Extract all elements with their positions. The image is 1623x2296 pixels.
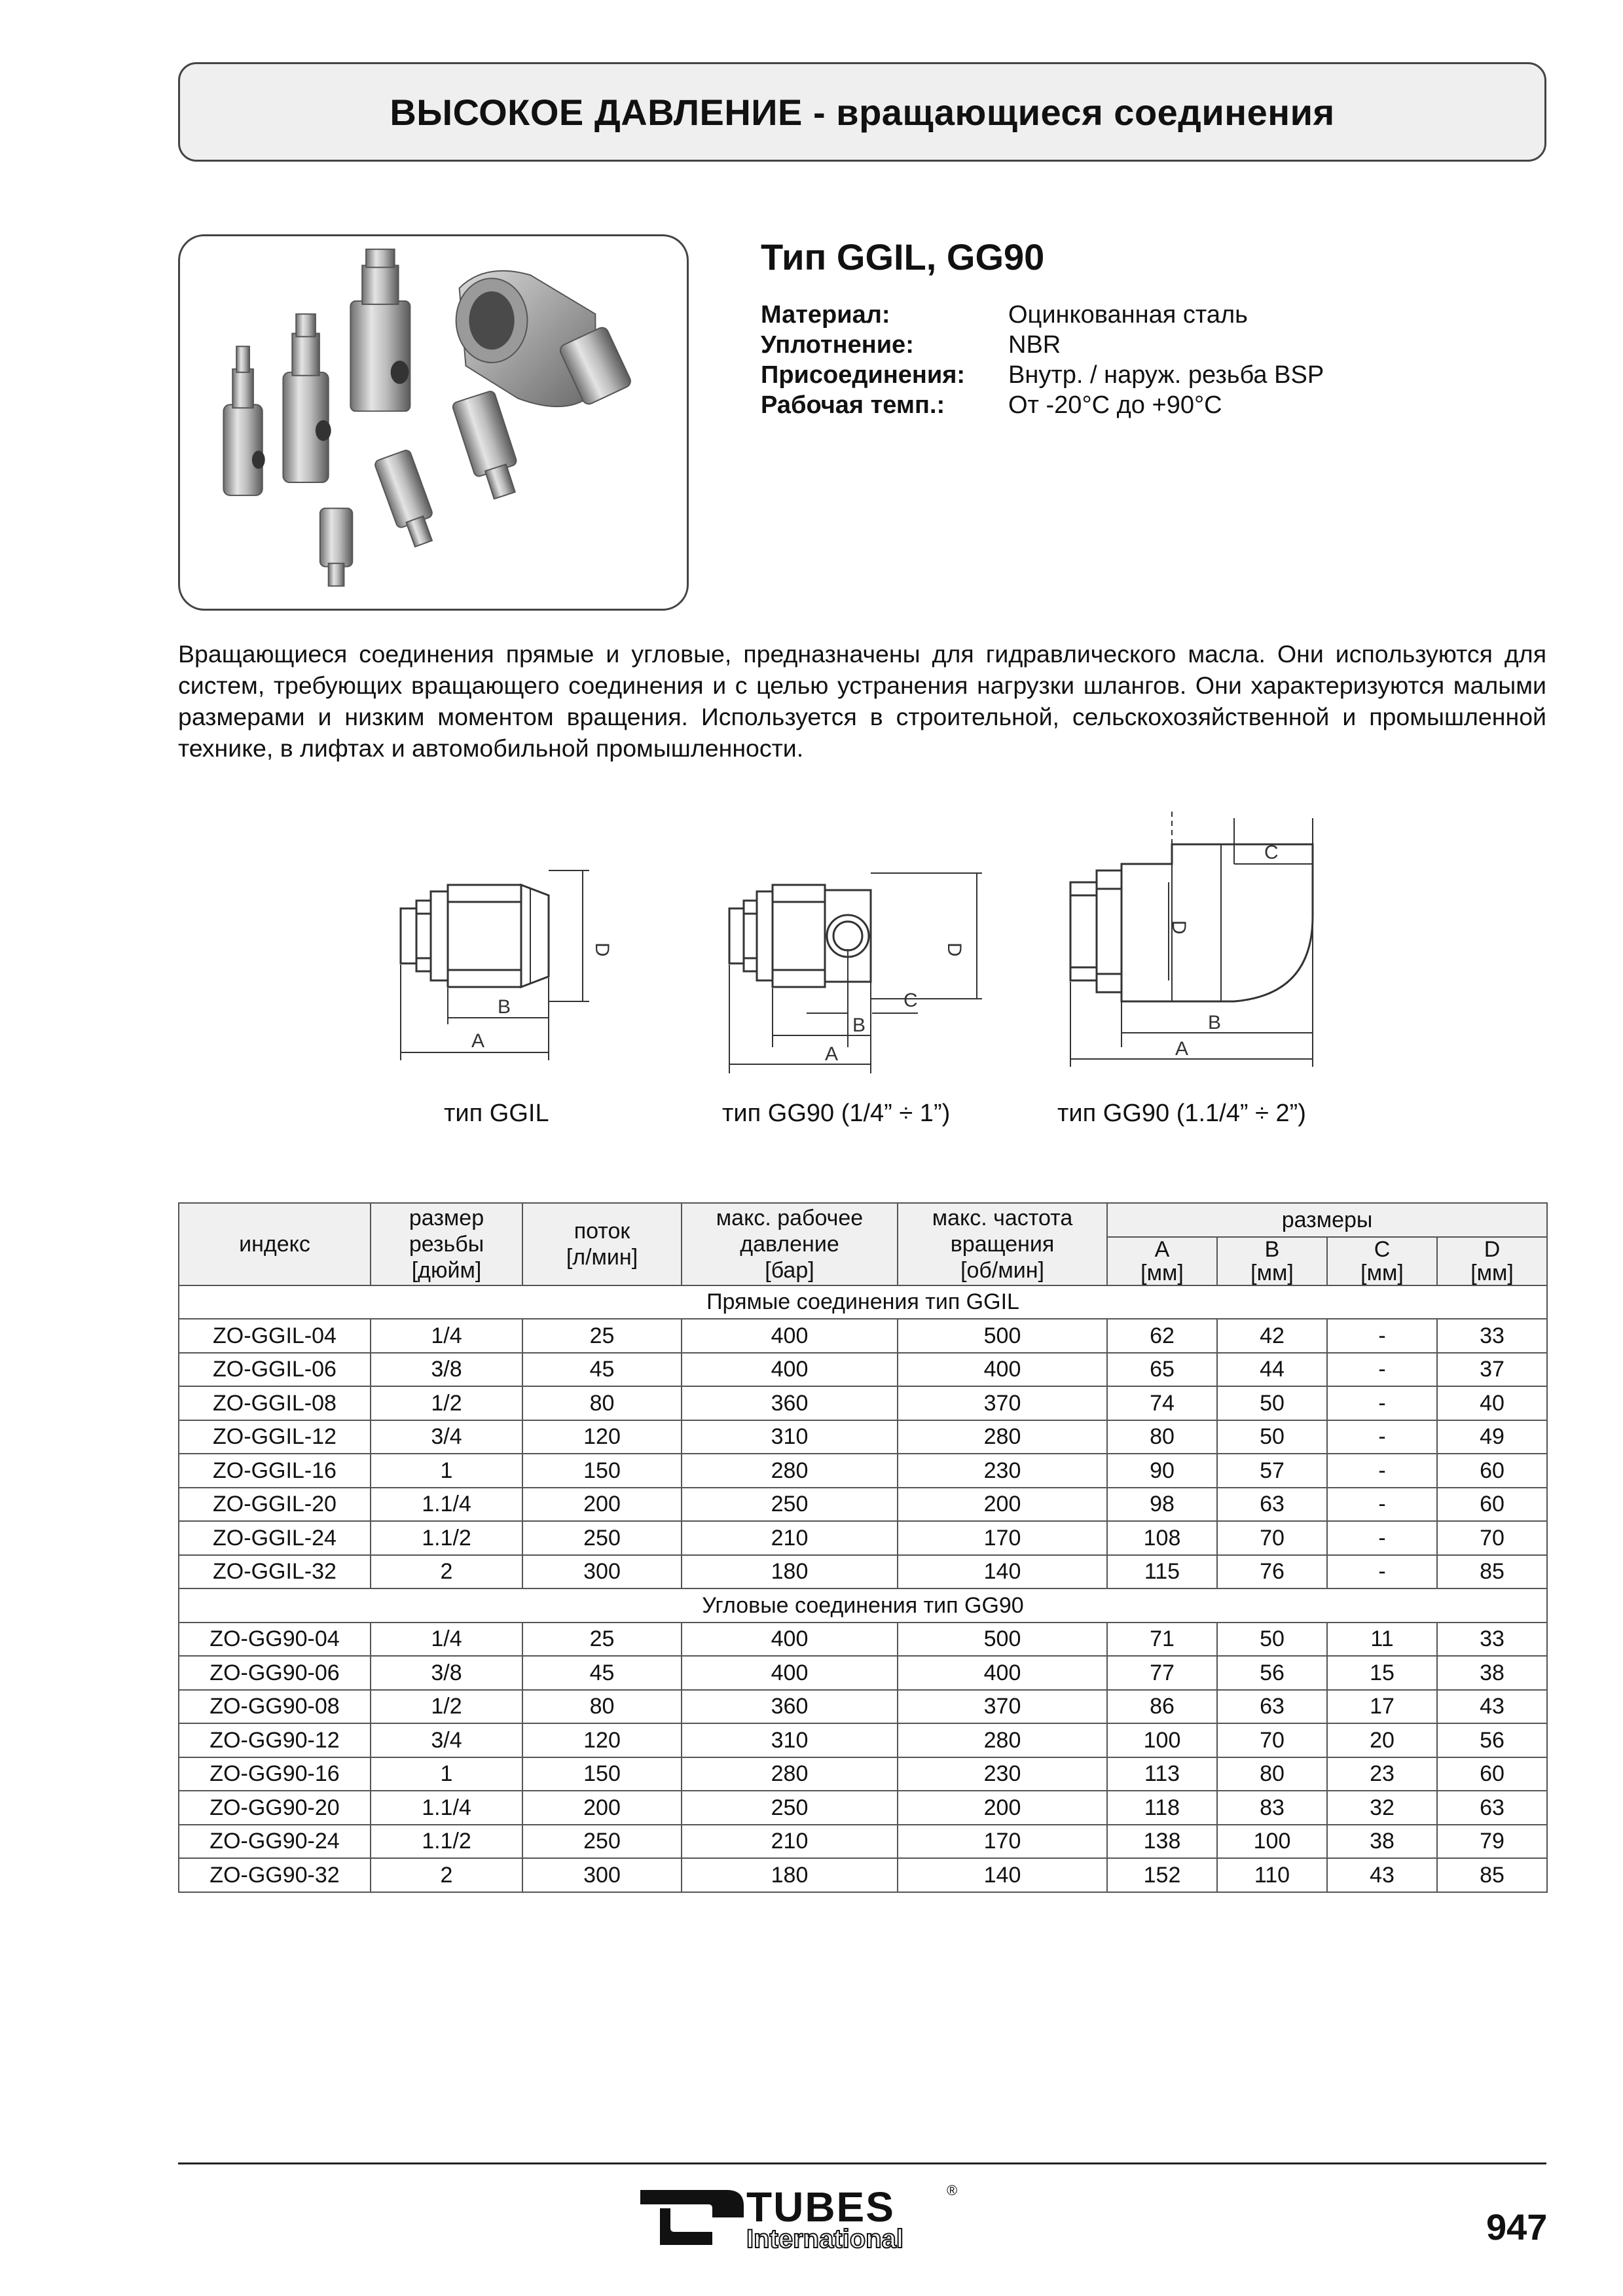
table-cell: 50 bbox=[1217, 1386, 1327, 1420]
table-cell: 15 bbox=[1327, 1656, 1437, 1690]
table-cell: ZO-GG90-08 bbox=[179, 1690, 371, 1724]
table-cell: 85 bbox=[1437, 1858, 1547, 1892]
table-cell: 210 bbox=[682, 1825, 898, 1859]
table-cell: 57 bbox=[1217, 1454, 1327, 1488]
table-row bbox=[179, 1386, 1547, 1420]
table-row bbox=[179, 1825, 1547, 1859]
table-cell: 80 bbox=[1107, 1420, 1217, 1454]
table-cell: 250 bbox=[682, 1791, 898, 1825]
table-cell: - bbox=[1327, 1319, 1437, 1353]
table-cell: 1.1/4 bbox=[371, 1488, 522, 1522]
table-row bbox=[179, 1488, 1547, 1522]
table-row bbox=[179, 1353, 1547, 1387]
spec-value: Внутр. / наруж. резьба BSP bbox=[1008, 361, 1324, 389]
table-cell: 50 bbox=[1217, 1623, 1327, 1657]
table-cell: 230 bbox=[898, 1757, 1107, 1791]
table-cell: ZO-GGIL-12 bbox=[179, 1420, 371, 1454]
table-cell: 85 bbox=[1437, 1555, 1547, 1589]
table-cell: 118 bbox=[1107, 1791, 1217, 1825]
table-cell: ZO-GG90-20 bbox=[179, 1791, 371, 1825]
table-cell: 170 bbox=[898, 1521, 1107, 1555]
table-row bbox=[179, 1791, 1547, 1825]
table-cell: 1 bbox=[371, 1454, 522, 1488]
table-cell: 33 bbox=[1437, 1319, 1547, 1353]
dim-label-c: C bbox=[903, 990, 918, 1011]
table-row bbox=[179, 1757, 1547, 1791]
table-cell: 200 bbox=[898, 1488, 1107, 1522]
table-cell: 1/2 bbox=[371, 1386, 522, 1420]
table-cell: 98 bbox=[1107, 1488, 1217, 1522]
table-cell: 150 bbox=[522, 1454, 682, 1488]
table-cell: 200 bbox=[522, 1791, 682, 1825]
table-cell: 500 bbox=[898, 1319, 1107, 1353]
table-cell: 1/2 bbox=[371, 1690, 522, 1724]
table-cell: 77 bbox=[1107, 1656, 1217, 1690]
table-cell: 60 bbox=[1437, 1757, 1547, 1791]
table-cell: 300 bbox=[522, 1858, 682, 1892]
dim-label-d: D bbox=[943, 942, 965, 957]
table-cell: 250 bbox=[522, 1521, 682, 1555]
spec-value: NBR bbox=[1008, 331, 1061, 359]
table-cell: 150 bbox=[522, 1757, 682, 1791]
table-row bbox=[179, 1723, 1547, 1757]
table-cell: 310 bbox=[682, 1420, 898, 1454]
table-cell: 140 bbox=[898, 1858, 1107, 1892]
header-dim-c: C [мм] bbox=[1327, 1237, 1437, 1285]
table-cell: ZO-GG90-32 bbox=[179, 1858, 371, 1892]
table-cell: 86 bbox=[1107, 1690, 1217, 1724]
table-cell: - bbox=[1327, 1555, 1437, 1589]
table-cell: 360 bbox=[682, 1386, 898, 1420]
product-type-title: Тип GGIL, GG90 bbox=[761, 236, 1045, 278]
table-cell: 25 bbox=[522, 1319, 682, 1353]
spec-label: Рабочая темп.: bbox=[761, 391, 945, 419]
table-cell: 500 bbox=[898, 1623, 1107, 1657]
table-cell: - bbox=[1327, 1488, 1437, 1522]
table-cell: 23 bbox=[1327, 1757, 1437, 1791]
table-row bbox=[179, 1420, 1547, 1454]
table-cell: 60 bbox=[1437, 1488, 1547, 1522]
table-cell: 74 bbox=[1107, 1386, 1217, 1420]
table-cell: 250 bbox=[682, 1488, 898, 1522]
table-cell: 79 bbox=[1437, 1825, 1547, 1859]
fittings-photo-illustration bbox=[180, 236, 687, 609]
spec-label: Присоединения: bbox=[761, 361, 966, 389]
table-cell: 1/4 bbox=[371, 1319, 522, 1353]
table-cell: ZO-GGIL-08 bbox=[179, 1386, 371, 1420]
table-row bbox=[179, 1623, 1547, 1657]
table-cell: - bbox=[1327, 1521, 1437, 1555]
caption-gg90-large: тип GG90 (1.1/4” ÷ 2”) bbox=[1057, 1100, 1306, 1127]
section-row bbox=[179, 1588, 1547, 1623]
specification-table bbox=[178, 1202, 1548, 1893]
table-cell: 70 bbox=[1217, 1521, 1327, 1555]
table-cell: 63 bbox=[1217, 1690, 1327, 1724]
table-cell: 100 bbox=[1217, 1825, 1327, 1859]
table-cell: 80 bbox=[522, 1386, 682, 1420]
header-speed: макс. частота вращения [об/мин] bbox=[898, 1203, 1107, 1285]
table-cell: ZO-GGIL-16 bbox=[179, 1454, 371, 1488]
table-cell: 280 bbox=[682, 1454, 898, 1488]
spec-label: Материал: bbox=[761, 301, 890, 329]
table-cell: ZO-GGIL-32 bbox=[179, 1555, 371, 1589]
table-cell: 83 bbox=[1217, 1791, 1327, 1825]
table-cell: 90 bbox=[1107, 1454, 1217, 1488]
table-row bbox=[179, 1319, 1547, 1353]
table-cell: 60 bbox=[1437, 1454, 1547, 1488]
table-cell: 33 bbox=[1437, 1623, 1547, 1657]
spec-row-material bbox=[761, 300, 1324, 330]
table-cell: 115 bbox=[1107, 1555, 1217, 1589]
table-row bbox=[179, 1656, 1547, 1690]
table-cell: 80 bbox=[522, 1690, 682, 1724]
header-index: индекс bbox=[179, 1203, 371, 1285]
table-row bbox=[179, 1690, 1547, 1724]
spec-row-connections bbox=[761, 360, 1324, 390]
table-cell: 180 bbox=[682, 1555, 898, 1589]
table-cell: ZO-GGIL-06 bbox=[179, 1353, 371, 1387]
caption-ggil: тип GGIL bbox=[444, 1100, 549, 1127]
table-cell: 38 bbox=[1327, 1825, 1437, 1859]
table-cell: 56 bbox=[1437, 1723, 1547, 1757]
table-cell: 1.1/2 bbox=[371, 1521, 522, 1555]
table-cell: 43 bbox=[1437, 1690, 1547, 1724]
table-cell: ZO-GGIL-24 bbox=[179, 1521, 371, 1555]
dim-label-d: D bbox=[1168, 920, 1190, 935]
table-cell: 180 bbox=[682, 1858, 898, 1892]
table-cell: 400 bbox=[682, 1319, 898, 1353]
table-cell: 138 bbox=[1107, 1825, 1217, 1859]
table-cell: 1.1/4 bbox=[371, 1791, 522, 1825]
table-cell: 43 bbox=[1327, 1858, 1437, 1892]
table-cell: 120 bbox=[522, 1723, 682, 1757]
table-cell: 360 bbox=[682, 1690, 898, 1724]
spec-row-temperature bbox=[761, 390, 1324, 420]
table-cell: 20 bbox=[1327, 1723, 1437, 1757]
table-cell: 42 bbox=[1217, 1319, 1327, 1353]
table-row bbox=[179, 1454, 1547, 1488]
section-title: Угловые соединения тип GG90 bbox=[179, 1588, 1547, 1623]
table-cell: 49 bbox=[1437, 1420, 1547, 1454]
page-number: 947 bbox=[1486, 2206, 1548, 2248]
table-cell: 1 bbox=[371, 1757, 522, 1791]
table-cell: 152 bbox=[1107, 1858, 1217, 1892]
table-cell: 230 bbox=[898, 1454, 1107, 1488]
spec-row-seal bbox=[761, 330, 1324, 360]
drawing-gg90-large bbox=[1051, 805, 1339, 1073]
table-cell: 1/4 bbox=[371, 1623, 522, 1657]
table-cell: 280 bbox=[682, 1757, 898, 1791]
table-cell: 310 bbox=[682, 1723, 898, 1757]
logo-brand: TUBES bbox=[746, 2183, 895, 2231]
table-cell: 70 bbox=[1437, 1521, 1547, 1555]
svg-text:®: ® bbox=[947, 2182, 958, 2198]
header-pressure: макс. рабочее давление [бар] bbox=[682, 1203, 898, 1285]
spec-value: Оцинкованная сталь bbox=[1008, 301, 1248, 329]
table-cell: 370 bbox=[898, 1690, 1107, 1724]
table-cell: 170 bbox=[898, 1825, 1107, 1859]
page-title-box bbox=[178, 62, 1546, 162]
spec-list bbox=[761, 300, 1324, 420]
dim-label-c: C bbox=[1264, 842, 1279, 863]
table-row bbox=[179, 1521, 1547, 1555]
table-cell: 37 bbox=[1437, 1353, 1547, 1387]
dim-label-a: A bbox=[1175, 1038, 1189, 1060]
spec-value: От -20°C до +90°C bbox=[1008, 391, 1222, 419]
drawing-gg90-small bbox=[721, 851, 983, 1086]
table-cell: 65 bbox=[1107, 1353, 1217, 1387]
header-dim-b: B [мм] bbox=[1217, 1237, 1327, 1285]
tubes-international-logo bbox=[640, 2179, 968, 2251]
table-cell: ZO-GGIL-20 bbox=[179, 1488, 371, 1522]
section-title: Прямые соединения тип GGIL bbox=[179, 1285, 1547, 1319]
dim-label-b: B bbox=[498, 996, 511, 1018]
table-cell: 1.1/2 bbox=[371, 1825, 522, 1859]
table-cell: 140 bbox=[898, 1555, 1107, 1589]
table-cell: 50 bbox=[1217, 1420, 1327, 1454]
header-thread: размер резьбы [дюйм] bbox=[371, 1203, 522, 1285]
table-cell: 2 bbox=[371, 1555, 522, 1589]
table-cell: 370 bbox=[898, 1386, 1107, 1420]
table-cell: 400 bbox=[898, 1353, 1107, 1387]
table-cell: ZO-GG90-12 bbox=[179, 1723, 371, 1757]
header-dim-a: A [мм] bbox=[1107, 1237, 1217, 1285]
table-cell: 17 bbox=[1327, 1690, 1437, 1724]
table-cell: 3/4 bbox=[371, 1723, 522, 1757]
table-cell: 113 bbox=[1107, 1757, 1217, 1791]
table-cell: ZO-GG90-16 bbox=[179, 1757, 371, 1791]
product-photo bbox=[178, 234, 689, 611]
table-cell: 300 bbox=[522, 1555, 682, 1589]
page-title: ВЫСОКОЕ ДАВЛЕНИЕ - вращающиеся соединения bbox=[390, 91, 1335, 133]
table-cell: 40 bbox=[1437, 1386, 1547, 1420]
header-flow: поток [л/мин] bbox=[522, 1203, 682, 1285]
table-cell: 280 bbox=[898, 1723, 1107, 1757]
table-cell: ZO-GG90-04 bbox=[179, 1623, 371, 1657]
description-paragraph: Вращающиеся соединения прямые и угловые, предназначены для гидравлического масла. Они используются для систем, требующих вращающего соединения и с целью устранения нагрузки шлангов. Они характеризуются малыми размерами и низким моментом вращения. Используется в строительной, сельскохозяйственной и промышленной технике, в лифтах и автомобильной промышленности. bbox=[178, 640, 1546, 762]
dim-label-b: B bbox=[1208, 1012, 1222, 1033]
table-row bbox=[179, 1555, 1547, 1589]
table-cell: 62 bbox=[1107, 1319, 1217, 1353]
drawing-ggil bbox=[393, 851, 615, 1073]
table-cell: - bbox=[1327, 1386, 1437, 1420]
header-dimensions: размеры bbox=[1107, 1203, 1547, 1237]
table-cell: 44 bbox=[1217, 1353, 1327, 1387]
table-cell: 76 bbox=[1217, 1555, 1327, 1589]
section-row bbox=[179, 1285, 1547, 1319]
table-cell: 45 bbox=[522, 1656, 682, 1690]
table-cell: 2 bbox=[371, 1858, 522, 1892]
dim-label-a: A bbox=[471, 1030, 485, 1052]
table-cell: 100 bbox=[1107, 1723, 1217, 1757]
table-cell: 63 bbox=[1217, 1488, 1327, 1522]
table-cell: 63 bbox=[1437, 1791, 1547, 1825]
table-cell: 200 bbox=[522, 1488, 682, 1522]
table-cell: 400 bbox=[682, 1656, 898, 1690]
table-cell: 210 bbox=[682, 1521, 898, 1555]
table-cell: 400 bbox=[898, 1656, 1107, 1690]
table-cell: ZO-GGIL-04 bbox=[179, 1319, 371, 1353]
table-row bbox=[179, 1858, 1547, 1892]
dim-label-d: D bbox=[591, 942, 613, 957]
table-cell: ZO-GG90-24 bbox=[179, 1825, 371, 1859]
spec-label: Уплотнение: bbox=[761, 331, 914, 359]
footer-divider bbox=[178, 2162, 1546, 2164]
table-cell: 80 bbox=[1217, 1757, 1327, 1791]
table-cell: 32 bbox=[1327, 1791, 1437, 1825]
table-cell: 70 bbox=[1217, 1723, 1327, 1757]
table-cell: 45 bbox=[522, 1353, 682, 1387]
table-cell: - bbox=[1327, 1353, 1437, 1387]
table-cell: - bbox=[1327, 1420, 1437, 1454]
table-body bbox=[179, 1285, 1547, 1892]
table-cell: 3/8 bbox=[371, 1353, 522, 1387]
table-cell: - bbox=[1327, 1454, 1437, 1488]
table-cell: 56 bbox=[1217, 1656, 1327, 1690]
table-cell: 25 bbox=[522, 1623, 682, 1657]
table-cell: 38 bbox=[1437, 1656, 1547, 1690]
table-cell: 3/4 bbox=[371, 1420, 522, 1454]
caption-gg90-small: тип GG90 (1/4” ÷ 1”) bbox=[722, 1100, 951, 1127]
table-cell: 120 bbox=[522, 1420, 682, 1454]
table-cell: 110 bbox=[1217, 1858, 1327, 1892]
table-cell: 400 bbox=[682, 1353, 898, 1387]
header-dim-d: D [мм] bbox=[1437, 1237, 1547, 1285]
table-cell: 200 bbox=[898, 1791, 1107, 1825]
logo-sub: International bbox=[746, 2225, 904, 2251]
table-cell: 400 bbox=[682, 1623, 898, 1657]
table-cell: 108 bbox=[1107, 1521, 1217, 1555]
table-cell: 250 bbox=[522, 1825, 682, 1859]
table-cell: 71 bbox=[1107, 1623, 1217, 1657]
table-cell: 280 bbox=[898, 1420, 1107, 1454]
table-cell: 3/8 bbox=[371, 1656, 522, 1690]
table-cell: ZO-GG90-06 bbox=[179, 1656, 371, 1690]
dim-label-b: B bbox=[852, 1014, 866, 1036]
table-cell: 11 bbox=[1327, 1623, 1437, 1657]
dim-label-a: A bbox=[825, 1043, 839, 1065]
